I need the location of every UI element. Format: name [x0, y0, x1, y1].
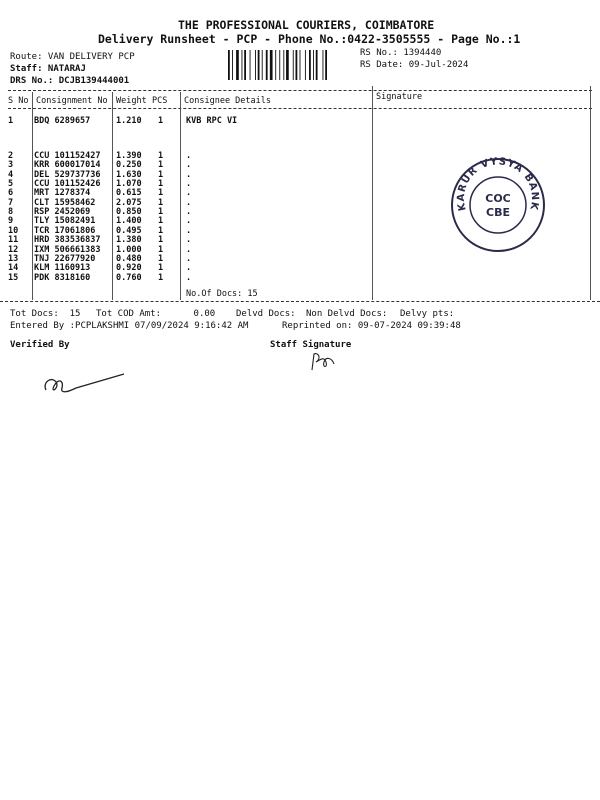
- row-sno: 13: [8, 253, 19, 264]
- row-details: KVB RPC VI: [186, 116, 238, 126]
- barcode: [228, 50, 356, 80]
- barcode-bar: [270, 50, 273, 80]
- barcode-bar: [232, 50, 233, 80]
- row-consignment: KLM 1160913: [34, 263, 91, 274]
- staff-signature-label: Staff Signature: [270, 340, 352, 350]
- row-pcs: 1: [158, 188, 164, 199]
- row-details: .: [186, 263, 192, 274]
- row-pcs: 1: [158, 179, 164, 190]
- delvy-pts: Delvy pts:: [400, 309, 455, 319]
- barcode-bar: [325, 50, 327, 80]
- row-weight: 0.250: [116, 160, 142, 171]
- row-weight: 1.380: [116, 235, 142, 246]
- barcode-bar: [250, 50, 251, 80]
- row-weight: 1.390: [116, 151, 142, 161]
- barcode-bar: [316, 50, 318, 80]
- barcode-bar: [255, 50, 256, 80]
- row-sno: 15: [8, 272, 19, 283]
- barcode-bar: [309, 50, 311, 80]
- barcode-bar: [262, 50, 263, 80]
- barcode-bar: [286, 50, 289, 80]
- staff-signature: [308, 350, 338, 372]
- company-name: THE PROFESSIONAL COURIERS, COIMBATORE: [178, 18, 435, 32]
- row-consignment: MRT 1278374: [34, 188, 91, 199]
- barcode-bar: [228, 50, 230, 80]
- row-details: .: [186, 151, 192, 161]
- row-pcs: 1: [158, 207, 164, 218]
- row-weight: 0.920: [116, 263, 142, 274]
- row-pcs: 1: [158, 160, 164, 171]
- col-signature: Signature: [376, 92, 423, 102]
- col-sno: S No: [8, 96, 29, 106]
- bank-stamp: [448, 155, 548, 255]
- row-details: .: [186, 253, 192, 264]
- row-sno: 5: [8, 179, 14, 190]
- stamp-line2: CBE: [486, 206, 510, 219]
- barcode-bar: [242, 50, 243, 80]
- barcode-bar: [266, 50, 268, 80]
- tot-docs: Tot Docs: 15: [10, 309, 81, 319]
- col-weight: Weight: [116, 96, 147, 106]
- row-weight: 0.760: [116, 272, 142, 283]
- barcode-bar: [275, 50, 276, 80]
- row-consignment: HRD 383536837: [34, 235, 101, 246]
- barcode-bar: [283, 50, 284, 80]
- row-sno: 14: [8, 263, 19, 274]
- row-details: .: [186, 179, 192, 190]
- staff-label: Staff: NATARAJ: [10, 64, 86, 74]
- row-sno: 7: [8, 197, 14, 208]
- row-sno: 9: [8, 216, 14, 227]
- row-consignment: BDQ 6289657: [34, 116, 91, 126]
- entered-by: Entered By :PCPLAKSHMI 07/09/2024 9:16:42 AM: [10, 321, 249, 331]
- barcode-bar: [279, 50, 280, 80]
- header-top-divider: [8, 90, 592, 91]
- verified-signature: [38, 368, 128, 402]
- barcode-bar: [300, 50, 301, 80]
- row-details: .: [186, 169, 192, 180]
- row-consignment: DEL 529737736: [34, 169, 101, 180]
- row-sno: 2: [8, 151, 14, 161]
- barcode-bar: [296, 50, 298, 80]
- footer-divider: [0, 301, 600, 302]
- row-consignment: CCU 101152427: [34, 151, 101, 161]
- stamp-line1: COC: [485, 192, 511, 205]
- stamp-bank-name: KARUR VYSYA BANK: [455, 156, 541, 212]
- row-weight: 1.070: [116, 179, 142, 190]
- row-details: .: [186, 216, 192, 227]
- barcode-bar: [258, 50, 260, 80]
- row-details: .: [186, 197, 192, 208]
- row-sno: 3: [8, 160, 14, 171]
- barcode-bar: [293, 50, 294, 80]
- row-pcs: 1: [158, 244, 164, 255]
- col-line-1: [32, 92, 33, 300]
- row-consignment: KRR 600017014: [34, 160, 101, 171]
- row-details: .: [186, 235, 192, 246]
- row-weight: 0.495: [116, 225, 142, 236]
- row-pcs: 1: [158, 235, 164, 246]
- col-details: Consignee Details: [184, 96, 271, 106]
- row-sno: 10: [8, 225, 19, 236]
- row-pcs: 1: [158, 116, 164, 126]
- verified-by: Verified By: [10, 340, 70, 350]
- row-consignment: RSP 2452069: [34, 207, 91, 218]
- row-weight: 1.000: [116, 244, 142, 255]
- barcode-bar: [323, 50, 324, 80]
- barcode-bar: [305, 50, 306, 80]
- row-details: .: [186, 225, 192, 236]
- row-sno: 6: [8, 188, 14, 199]
- row-sno: 1: [8, 116, 14, 126]
- barcode-bar: [244, 50, 246, 80]
- rs-date: RS Date: 09-Jul-2024: [360, 60, 469, 70]
- col-consignment: Consignment No: [36, 96, 108, 106]
- no-of-docs: No.Of Docs: 15: [186, 289, 258, 299]
- row-details: .: [186, 244, 192, 255]
- row-consignment: CLT 15958462: [34, 197, 96, 208]
- col-pcs: PCS: [152, 96, 168, 106]
- row-consignment: TNJ 22677920: [34, 253, 96, 264]
- row-consignment: TCR 17061806: [34, 225, 96, 236]
- barcode-bar: [236, 50, 239, 80]
- drs-number: DRS No.: DCJB139444001: [10, 76, 130, 86]
- row-weight: 0.850: [116, 207, 142, 218]
- row-consignment: PDK 8318160: [34, 272, 91, 283]
- row-pcs: 1: [158, 253, 164, 264]
- row-consignment: TLY 15082491: [34, 216, 96, 227]
- row-details: .: [186, 160, 192, 171]
- row-weight: 1.400: [116, 216, 142, 227]
- row-weight: 1.630: [116, 169, 142, 180]
- row-pcs: 1: [158, 197, 164, 208]
- row-sno: 8: [8, 207, 14, 218]
- row-details: .: [186, 207, 192, 218]
- col-line-4: [372, 86, 373, 300]
- tot-cod-amt: Tot COD Amt: 0.00: [96, 309, 216, 319]
- col-line-5: [590, 86, 591, 300]
- row-weight: 1.210: [116, 116, 142, 126]
- delvd-docs: Delvd Docs:: [236, 309, 296, 319]
- row-consignment: IXM 506661383: [34, 244, 101, 255]
- row-pcs: 1: [158, 272, 164, 283]
- row-pcs: 1: [158, 263, 164, 274]
- row-weight: 0.615: [116, 188, 142, 199]
- row-details: .: [186, 188, 192, 199]
- non-delvd-docs: Non Delvd Docs:: [306, 309, 388, 319]
- row-consignment: CCU 101152426: [34, 179, 101, 190]
- route-label: Route: VAN DELIVERY PCP: [10, 52, 135, 62]
- header-bottom-divider: [8, 108, 592, 109]
- row-sno: 4: [8, 169, 14, 180]
- row-details: .: [186, 272, 192, 283]
- row-pcs: 1: [158, 225, 164, 236]
- row-weight: 2.075: [116, 197, 142, 208]
- row-sno: 11: [8, 235, 19, 246]
- runsheet-title: Delivery Runsheet - PCP - Phone No.:0422-3505555 - Page No.:1: [98, 32, 521, 46]
- row-pcs: 1: [158, 169, 164, 180]
- row-weight: 0.480: [116, 253, 142, 264]
- row-pcs: 1: [158, 216, 164, 227]
- col-line-2: [112, 92, 113, 300]
- rs-number: RS No.: 1394440: [360, 48, 442, 58]
- row-sno: 12: [8, 244, 19, 255]
- row-pcs: 1: [158, 151, 164, 161]
- reprinted-on: Reprinted on: 09-07-2024 09:39:48: [282, 321, 461, 331]
- col-line-3: [180, 92, 181, 300]
- barcode-bar: [313, 50, 314, 80]
